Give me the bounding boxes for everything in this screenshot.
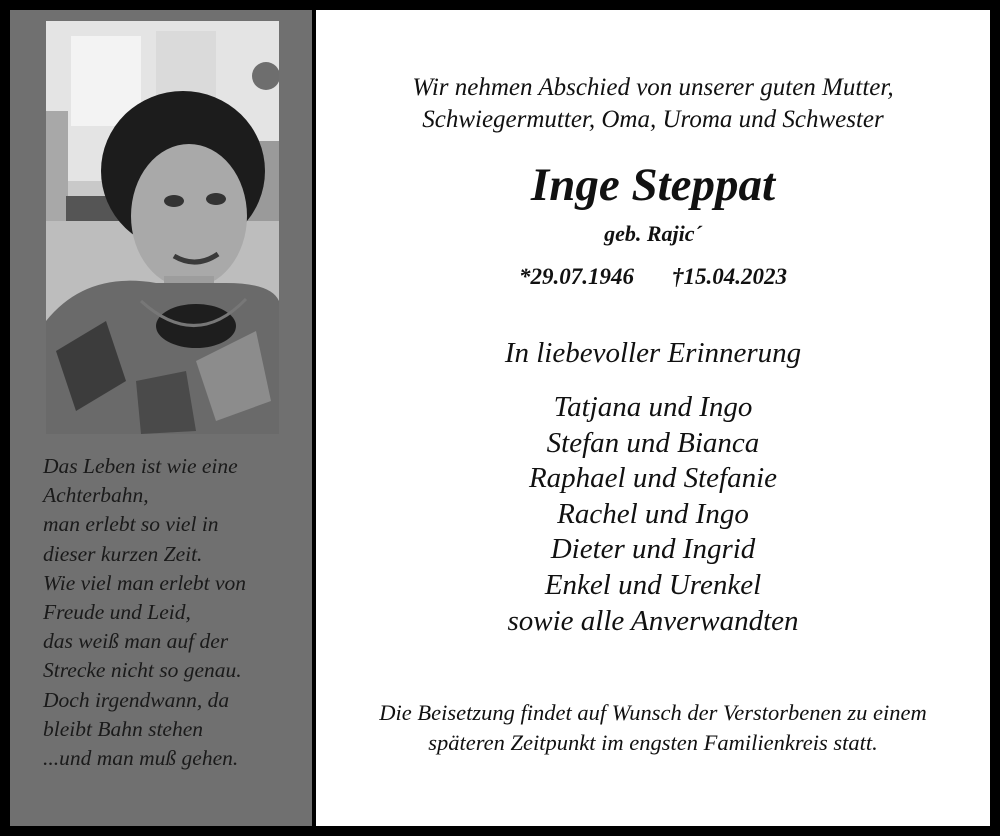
poem-line: Doch irgendwann, da — [43, 687, 230, 712]
poem-line: Freude und Leid, — [43, 600, 191, 625]
burial-notice — [316, 698, 990, 758]
poem-line: Strecke nicht so genau. — [43, 658, 242, 683]
intro-line: Schwiegermutter, Oma, Uroma und Schwester — [422, 106, 884, 133]
mourner-entry: Enkel und Urenkel — [544, 568, 762, 601]
poem-line: bleibt Bahn stehen — [43, 716, 204, 741]
deceased-name: Inge Steppat — [530, 159, 776, 211]
memory-line: In liebevoller Erinnerung — [504, 337, 802, 369]
intro-line: Wir nehmen Abschied von unserer guten Mutter, — [412, 74, 894, 101]
mourner-entry: Rachel und Ingo — [557, 497, 749, 530]
portrait-photo — [46, 21, 279, 434]
birth-date: *29.07.1946 — [519, 264, 634, 289]
death-date: †15.04.2023 — [672, 264, 787, 289]
main-panel — [316, 10, 990, 826]
life-dates — [316, 262, 990, 292]
memorial-poem — [43, 452, 305, 773]
burial-line: späteren Zeitpunkt im engsten Familienkreis statt. — [428, 730, 878, 755]
burial-line: Die Beisetzung findet auf Wunsch der Verstorbenen zu einem — [379, 700, 927, 725]
maiden-name: geb. Rajic´ — [604, 221, 702, 246]
poem-line: Das Leben ist wie eine — [43, 454, 238, 478]
mourner-entry: sowie alle Anverwandten — [507, 604, 799, 637]
mourner-entry: Tatjana und Ingo — [553, 391, 753, 423]
poem-line: das weiß man auf der — [43, 629, 229, 654]
mourner-entry: Raphael und Stefanie — [528, 462, 778, 495]
poem-line: man erlebt so viel in — [43, 512, 219, 537]
mourner-entry: Dieter und Ingrid — [550, 533, 756, 566]
poem-line: Wie viel man erlebt von — [43, 570, 246, 595]
poem-line: ...und man muß gehen. — [43, 746, 239, 771]
farewell-intro — [316, 72, 990, 136]
poem-line: dieser kurzen Zeit. — [43, 541, 203, 566]
mourner-entry: Stefan und Bianca — [546, 426, 760, 459]
poem-line: Achterbahn, — [43, 483, 149, 508]
mourners-list — [316, 390, 990, 639]
